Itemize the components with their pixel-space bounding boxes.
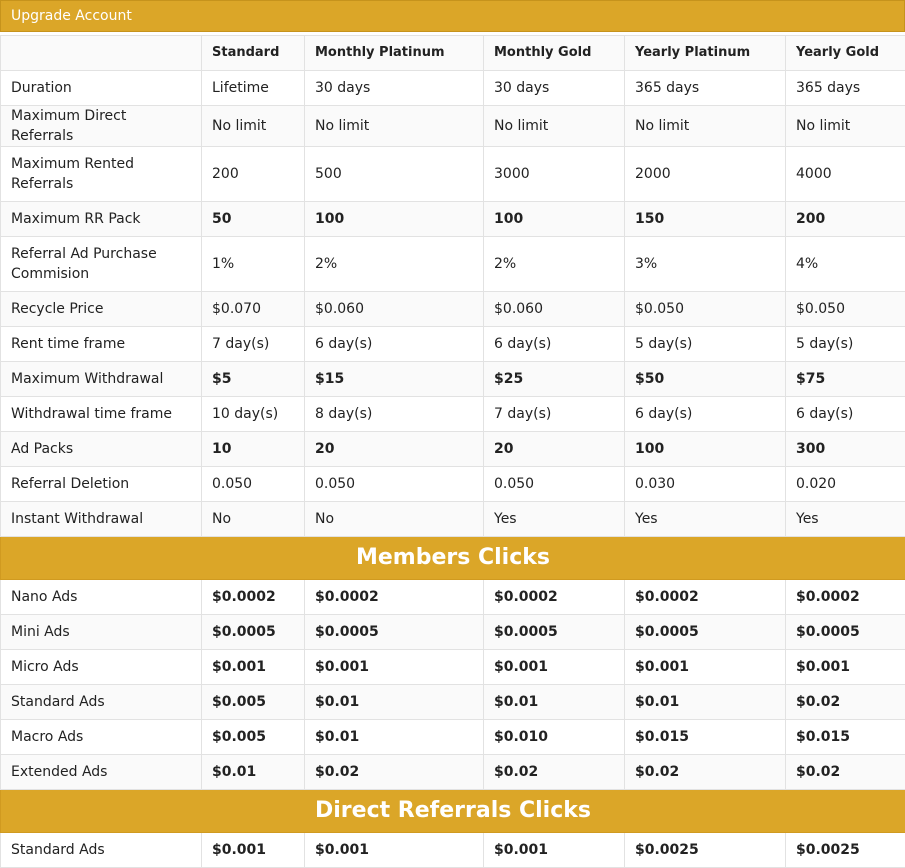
table-row-instant-withdrawal	[1, 502, 905, 537]
table-row-rent-time-frame	[1, 327, 905, 362]
cell-standard: 7 day(s)	[202, 327, 305, 362]
table-row-referral-deletion	[1, 467, 905, 502]
cell-monthly-gold: $0.001	[484, 650, 625, 685]
cell-yearly-gold: $0.02	[786, 755, 905, 790]
row-label: Referral Deletion	[1, 467, 202, 502]
cell-yearly-gold: $75	[786, 362, 905, 397]
table-row-ad-packs	[1, 432, 905, 467]
table-row-extended-ads	[1, 755, 905, 790]
row-label: Recycle Price	[1, 292, 202, 327]
cell-yearly-platinum: 150	[625, 202, 786, 237]
cell-standard: $0.005	[202, 720, 305, 755]
cell-yearly-gold: 300	[786, 432, 905, 467]
cell-standard: Lifetime	[202, 71, 305, 106]
cell-yearly-platinum: 0.030	[625, 467, 786, 502]
cell-monthly-platinum: 2%	[305, 237, 484, 292]
cell-monthly-gold: $0.02	[484, 755, 625, 790]
cell-yearly-gold: $0.015	[786, 720, 905, 755]
column-header-yearly-platinum: Yearly Platinum	[625, 36, 786, 71]
cell-yearly-platinum: $0.0002	[625, 580, 786, 615]
table-row-maximum-rr-pack	[1, 202, 905, 237]
cell-standard: $0.001	[202, 650, 305, 685]
row-label: Maximum Direct Referrals	[1, 106, 202, 147]
cell-yearly-platinum: $0.015	[625, 720, 786, 755]
cell-yearly-platinum: $0.01	[625, 685, 786, 720]
cell-standard: 0.050	[202, 467, 305, 502]
cell-monthly-platinum: 100	[305, 202, 484, 237]
table-row-standard-ads	[1, 685, 905, 720]
row-label: Extended Ads	[1, 755, 202, 790]
cell-monthly-gold: $0.010	[484, 720, 625, 755]
table-row-referral-ad-purchase-commision	[1, 237, 905, 292]
cell-monthly-platinum: $0.001	[305, 833, 484, 868]
cell-monthly-platinum: $0.060	[305, 292, 484, 327]
row-label: Referral Ad Purchase Commision	[1, 237, 202, 292]
cell-monthly-gold: $0.060	[484, 292, 625, 327]
cell-monthly-gold: $0.0002	[484, 580, 625, 615]
cell-yearly-platinum: No limit	[625, 106, 786, 147]
cell-monthly-platinum: $0.01	[305, 720, 484, 755]
cell-monthly-platinum: 6 day(s)	[305, 327, 484, 362]
cell-yearly-platinum: 6 day(s)	[625, 397, 786, 432]
cell-monthly-platinum: 500	[305, 147, 484, 202]
cell-standard: $0.001	[202, 833, 305, 868]
row-label: Maximum Rented Referrals	[1, 147, 202, 202]
cell-yearly-gold: 5 day(s)	[786, 327, 905, 362]
column-header-monthly-platinum: Monthly Platinum	[305, 36, 484, 71]
cell-standard: $5	[202, 362, 305, 397]
table-row-duration	[1, 71, 905, 106]
cell-monthly-platinum: 8 day(s)	[305, 397, 484, 432]
upgrade-plans-table	[0, 35, 905, 868]
cell-yearly-platinum: Yes	[625, 502, 786, 537]
cell-yearly-platinum: 365 days	[625, 71, 786, 106]
table-header-row	[1, 36, 905, 71]
cell-yearly-platinum: $50	[625, 362, 786, 397]
row-label: Micro Ads	[1, 650, 202, 685]
cell-monthly-gold: 6 day(s)	[484, 327, 625, 362]
cell-monthly-platinum: $0.02	[305, 755, 484, 790]
table-row-recycle-price	[1, 292, 905, 327]
cell-monthly-gold: 30 days	[484, 71, 625, 106]
cell-standard: 50	[202, 202, 305, 237]
row-label: Instant Withdrawal	[1, 502, 202, 537]
cell-monthly-gold: 0.050	[484, 467, 625, 502]
cell-yearly-gold: 4%	[786, 237, 905, 292]
cell-standard: $0.070	[202, 292, 305, 327]
row-label: Withdrawal time frame	[1, 397, 202, 432]
cell-monthly-platinum: No	[305, 502, 484, 537]
cell-yearly-gold: 4000	[786, 147, 905, 202]
cell-yearly-platinum: $0.050	[625, 292, 786, 327]
cell-yearly-gold: 200	[786, 202, 905, 237]
row-label: Duration	[1, 71, 202, 106]
row-label: Maximum Withdrawal	[1, 362, 202, 397]
cell-monthly-gold: 7 day(s)	[484, 397, 625, 432]
column-header-yearly-gold: Yearly Gold	[786, 36, 905, 71]
cell-standard: $0.0005	[202, 615, 305, 650]
cell-yearly-gold: 0.020	[786, 467, 905, 502]
cell-yearly-gold: 365 days	[786, 71, 905, 106]
cell-monthly-gold: $25	[484, 362, 625, 397]
cell-yearly-gold: $0.0002	[786, 580, 905, 615]
cell-monthly-gold: $0.0005	[484, 615, 625, 650]
row-label: Macro Ads	[1, 720, 202, 755]
table-row-micro-ads	[1, 650, 905, 685]
row-label: Maximum RR Pack	[1, 202, 202, 237]
members-clicks-section-title: Members Clicks	[1, 537, 905, 580]
column-header-standard: Standard	[202, 36, 305, 71]
members-clicks-section-header	[1, 537, 905, 580]
column-header-empty	[1, 36, 202, 71]
cell-yearly-platinum: $0.02	[625, 755, 786, 790]
cell-yearly-platinum: 3%	[625, 237, 786, 292]
cell-monthly-platinum: $0.0002	[305, 580, 484, 615]
cell-yearly-gold: $0.0005	[786, 615, 905, 650]
cell-monthly-platinum: No limit	[305, 106, 484, 147]
cell-yearly-platinum: 5 day(s)	[625, 327, 786, 362]
cell-monthly-platinum: $0.001	[305, 650, 484, 685]
cell-yearly-gold: $0.001	[786, 650, 905, 685]
cell-monthly-platinum: 30 days	[305, 71, 484, 106]
table-row-maximum-withdrawal	[1, 362, 905, 397]
row-label: Standard Ads	[1, 833, 202, 868]
cell-standard: $0.0002	[202, 580, 305, 615]
cell-standard: 10 day(s)	[202, 397, 305, 432]
cell-monthly-gold: $0.001	[484, 833, 625, 868]
cell-monthly-platinum: $0.01	[305, 685, 484, 720]
row-label: Rent time frame	[1, 327, 202, 362]
cell-yearly-platinum: $0.0025	[625, 833, 786, 868]
table-row-standard-ads	[1, 833, 905, 868]
panel-header	[0, 0, 905, 32]
cell-yearly-platinum: 2000	[625, 147, 786, 202]
cell-yearly-gold: 6 day(s)	[786, 397, 905, 432]
cell-yearly-gold: $0.02	[786, 685, 905, 720]
cell-standard: 1%	[202, 237, 305, 292]
cell-yearly-gold: $0.050	[786, 292, 905, 327]
cell-monthly-platinum: 0.050	[305, 467, 484, 502]
cell-yearly-platinum: 100	[625, 432, 786, 467]
column-header-monthly-gold: Monthly Gold	[484, 36, 625, 71]
cell-standard: $0.005	[202, 685, 305, 720]
row-label: Ad Packs	[1, 432, 202, 467]
row-label: Mini Ads	[1, 615, 202, 650]
cell-monthly-gold: 100	[484, 202, 625, 237]
cell-standard: No	[202, 502, 305, 537]
cell-standard: No limit	[202, 106, 305, 147]
cell-monthly-platinum: $0.0005	[305, 615, 484, 650]
row-label: Standard Ads	[1, 685, 202, 720]
cell-yearly-platinum: $0.001	[625, 650, 786, 685]
cell-monthly-gold: 2%	[484, 237, 625, 292]
direct-referrals-clicks-section-header	[1, 790, 905, 833]
table-row-withdrawal-time-frame	[1, 397, 905, 432]
cell-standard: $0.01	[202, 755, 305, 790]
panel-title: Upgrade Account	[11, 8, 132, 24]
direct-referrals-clicks-section-title: Direct Referrals Clicks	[1, 790, 905, 833]
cell-monthly-gold: 3000	[484, 147, 625, 202]
table-row-mini-ads	[1, 615, 905, 650]
cell-monthly-gold: No limit	[484, 106, 625, 147]
cell-yearly-gold: $0.0025	[786, 833, 905, 868]
table-row-maximum-direct-referrals	[1, 106, 905, 147]
table-row-maximum-rented-referrals	[1, 147, 905, 202]
cell-yearly-gold: Yes	[786, 502, 905, 537]
cell-monthly-platinum: 20	[305, 432, 484, 467]
cell-yearly-gold: No limit	[786, 106, 905, 147]
plan-table-body	[1, 71, 905, 868]
cell-monthly-gold: Yes	[484, 502, 625, 537]
cell-monthly-platinum: $15	[305, 362, 484, 397]
row-label: Nano Ads	[1, 580, 202, 615]
cell-standard: 200	[202, 147, 305, 202]
table-row-macro-ads	[1, 720, 905, 755]
cell-monthly-gold: $0.01	[484, 685, 625, 720]
cell-yearly-platinum: $0.0005	[625, 615, 786, 650]
cell-standard: 10	[202, 432, 305, 467]
table-row-nano-ads	[1, 580, 905, 615]
cell-monthly-gold: 20	[484, 432, 625, 467]
